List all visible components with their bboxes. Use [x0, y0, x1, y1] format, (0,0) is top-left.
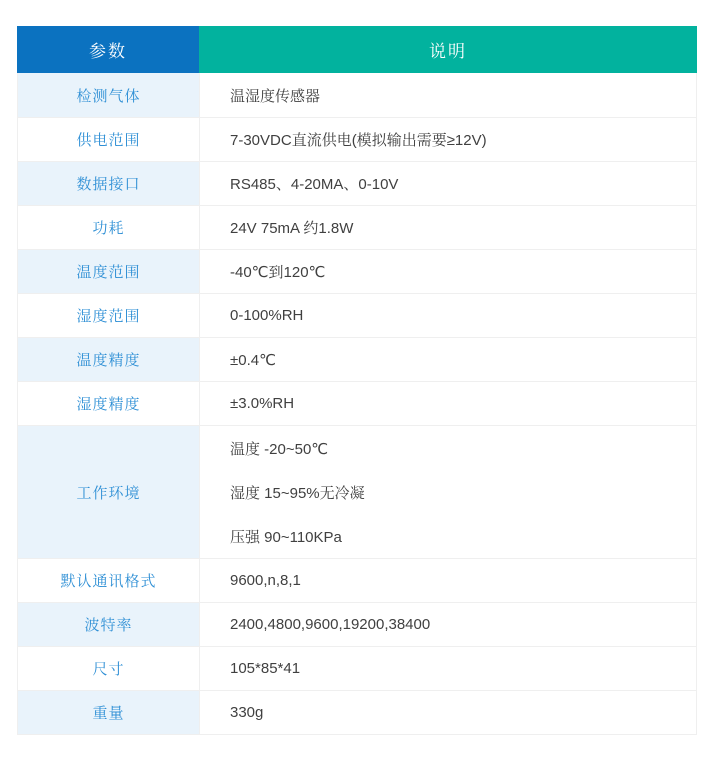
table-row — [18, 646, 696, 690]
table-row — [18, 558, 696, 602]
value-line: 压强 90~110KPa — [230, 528, 342, 546]
param-label: 重量 — [18, 691, 199, 734]
param-value: ±3.0%RH — [199, 382, 696, 425]
table-row — [18, 161, 696, 205]
param-label: 温度范围 — [18, 250, 199, 293]
table-row — [18, 205, 696, 249]
param-label: 数据接口 — [18, 162, 199, 205]
param-label: 湿度精度 — [76, 396, 141, 413]
table-row — [18, 381, 696, 425]
table-row — [18, 73, 696, 117]
header-cell-param: 参数 — [17, 26, 199, 73]
param-label: 工作环境 — [18, 426, 199, 558]
value-line: 湿度 15~95%无冷凝 — [230, 484, 365, 502]
table-row — [18, 117, 696, 161]
param-value: 温湿度传感器 — [199, 73, 696, 117]
param-label: 默认通讯格式 — [60, 573, 157, 590]
table-header — [17, 26, 697, 73]
table-body — [17, 73, 697, 735]
param-value: 9600,n,8,1 — [199, 559, 696, 602]
param-value: 330g — [199, 691, 696, 734]
param-value: 2400,4800,9600,19200,38400 — [199, 603, 696, 646]
param-value: 0-100%RH — [199, 294, 696, 337]
header-cell-desc: 说明 — [199, 26, 697, 73]
param-label: 波特率 — [18, 603, 199, 646]
table-row — [18, 602, 696, 646]
spec-table — [17, 26, 697, 735]
param-label: 湿度范围 — [76, 308, 141, 325]
table-row — [18, 337, 696, 381]
table-row — [18, 293, 696, 337]
param-value: RS485、4-20MA、0-10V — [199, 162, 696, 205]
table-row — [18, 249, 696, 293]
param-label: 检测气体 — [18, 73, 199, 117]
param-value: ±0.4℃ — [199, 338, 696, 381]
param-value — [199, 426, 696, 558]
param-label: 尺寸 — [92, 661, 125, 678]
param-value: 7-30VDC直流供电(模拟输出需要≥12V) — [199, 118, 696, 161]
param-value: 105*85*41 — [199, 647, 696, 690]
param-label: 功耗 — [92, 220, 125, 237]
param-label: 温度精度 — [18, 338, 199, 381]
table-row — [18, 425, 696, 558]
param-value: -40℃到120℃ — [199, 250, 696, 293]
param-label: 供电范围 — [76, 132, 141, 149]
table-row — [18, 690, 696, 734]
param-value: 24V 75mA 约1.8W — [199, 206, 696, 249]
value-line: 温度 -20~50℃ — [230, 440, 329, 458]
